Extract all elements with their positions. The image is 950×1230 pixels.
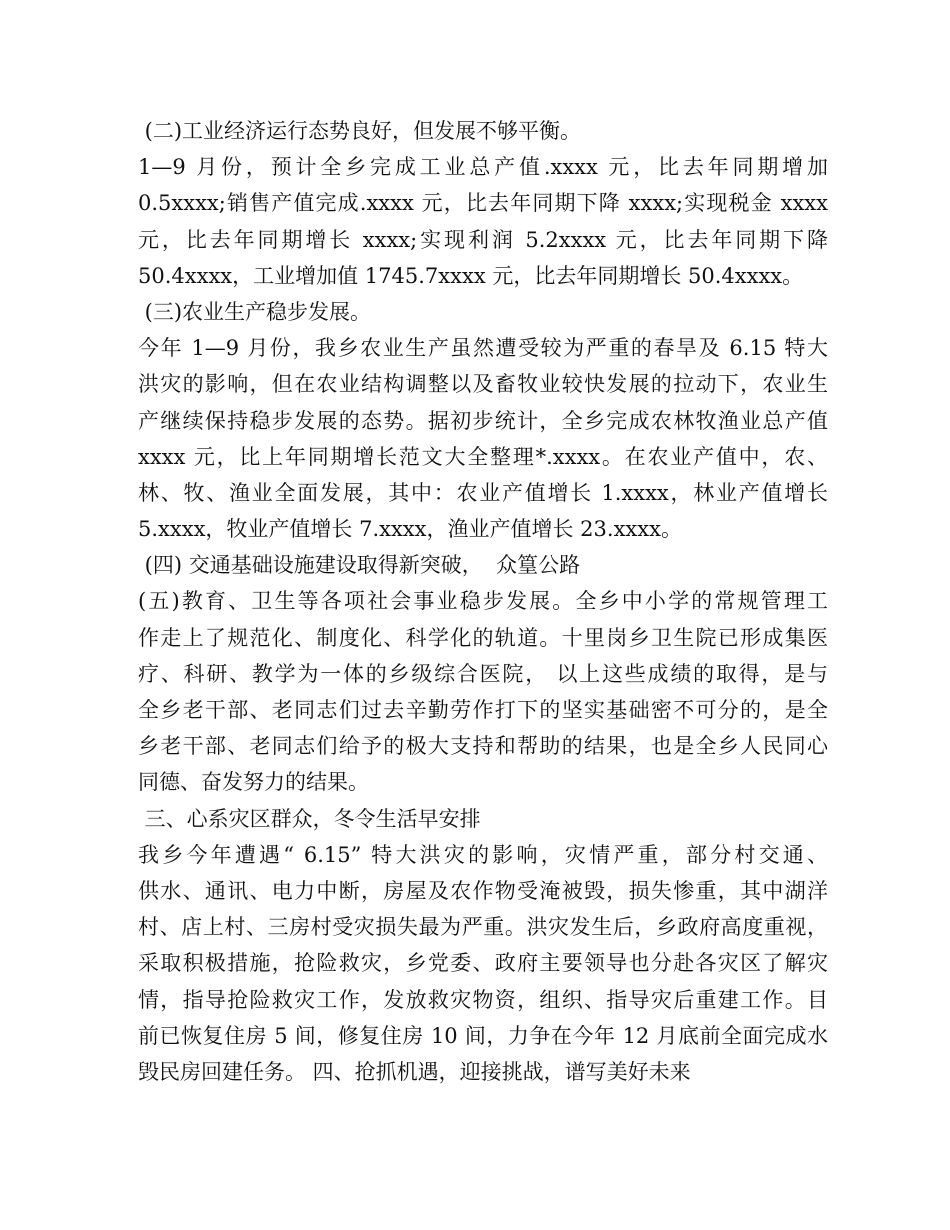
paragraph-line: 洪灾的影响，但在农业结构调整以及畜牧业较快发展的拉动下，农业生 [138,372,828,397]
paragraph-line: xxxx 元，比上年同期增长范文大全整理*.xxxx。在农业产值中，农、 [138,444,828,469]
paragraph-line: 元，比去年同期增长 xxxx;实现利润 5.2xxxx 元，比去年同期下降 [138,227,828,252]
paragraph-line: 毁民房回建任务。 四、抢抓机遇，迎接挑战，谱写美好未来 [138,1059,691,1084]
paragraph-line: 疗、科研、教学为一体的乡级综合医院， 以上这些成绩的取得，是与 [138,661,828,686]
section-heading-agriculture: (三)农业生产稳步发展。 [138,299,372,324]
paragraph-line: 产继续保持稳步发展的态势。据初步统计，全乡完成农林牧渔业总产值 [138,408,828,433]
paragraph-line: 供水、通讯、电力中断，房屋及农作物受淹被毁，损失惨重，其中湖洋 [138,878,828,903]
paragraph-line: 作走上了规范化、制度化、科学化的轨道。十里岗乡卫生院已形成集医 [138,625,828,650]
paragraph-line: 1—9 月份，预计全乡完成工业总产值.xxxx 元，比去年同期增加 [138,155,828,180]
paragraph-line: 林、牧、渔业全面发展，其中：农业产值增长 1.xxxx，林业产值增长 [138,480,828,505]
paragraph-line: 我乡今年遭遇“ 6.15” 特大洪灾的影响，灾情严重，部分村交通、 [138,842,828,867]
section-heading-transport: (四) 交通基础设施建设取得新突破， 众篁公路 [138,553,581,578]
section-heading-disaster: 三、心系灾区群众，冬令生活早安排 [138,806,481,831]
paragraph-line: 今年 1—9 月份，我乡农业生产虽然遭受较为严重的春旱及 6.15 特大 [138,336,828,361]
paragraph-line: 0.5xxxx;销售产值完成.xxxx 元，比去年同期下降 xxxx;实现税金 xxxx [138,191,828,216]
paragraph-line: (五)教育、卫生等各项社会事业稳步发展。全乡中小学的常规管理工 [138,589,828,614]
paragraph-line: 50.4xxxx，工业增加值 1745.7xxxx 元，比去年同期增长 50.4xxxx。 [138,263,804,288]
section-heading-industry: (二)工业经济运行态势良好，但发展不够平衡。 [138,119,582,143]
paragraph-line: 同德、奋发努力的结果。 [138,770,369,795]
document-body [138,113,828,1090]
paragraph-line: 前已恢复住房 5 间，修复住房 10 间，力争在今年 12 月底前全面完成水 [138,1023,828,1048]
paragraph-line: 采取积极措施，抢险救灾，乡党委、政府主要领导也分赴各灾区了解灾 [138,951,828,976]
paragraph-line: 情，指导抢险救灾工作，发放救灾物资，组织、指导灾后重建工作。目 [138,987,828,1012]
paragraph-line: 全乡老干部、老同志们过去辛勤劳作打下的坚实基础密不可分的，是全 [138,698,828,722]
paragraph-line: 乡老干部、老同志们给予的极大支持和帮助的结果，也是全乡人民同心 [138,734,828,759]
paragraph-line: 村、店上村、三房村受灾损失最为严重。洪灾发生后，乡政府高度重视， [138,915,828,940]
paragraph-line: 5.xxxx，牧业产值增长 7.xxxx，渔业产值增长 23.xxxx。 [138,517,682,542]
